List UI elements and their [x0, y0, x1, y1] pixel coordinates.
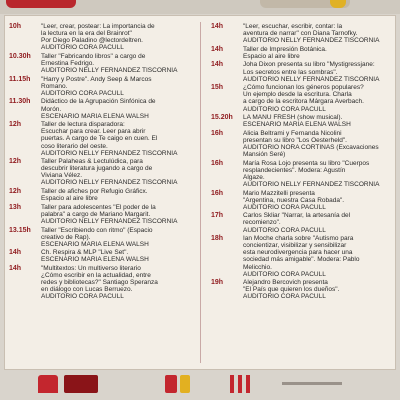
event-description	[243, 61, 389, 82]
sponsor-logo	[246, 375, 250, 393]
event-description	[41, 98, 187, 119]
event-line: Viviana Vélez.	[41, 172, 83, 180]
schedule-column-right	[211, 23, 389, 302]
event-line: Mario Mazzitelli presenta	[243, 189, 315, 197]
event-description	[41, 249, 187, 263]
event-line: "Argentina, nuestra Casa Robada".	[243, 196, 345, 204]
event-line: sociedad más amigable". Modera: Pablo	[243, 256, 360, 264]
event-line: Alicia Beltrami y Fernanda Nicolini	[243, 129, 342, 137]
event-time: 12h	[9, 188, 22, 196]
event-line: AUDITORIO CORA PACULL	[41, 89, 124, 97]
event-line: ESCENARIO MARIA ELENA WALSH	[41, 112, 149, 120]
top-decoration	[0, 0, 400, 14]
event-description	[243, 190, 389, 211]
event-line: Taller de Impresión Botánica.	[243, 45, 327, 53]
event-time: 16h	[211, 189, 224, 197]
event-item	[9, 265, 187, 302]
event-time: 10.30h	[9, 52, 31, 60]
event-description	[243, 279, 389, 300]
sponsor-logo	[38, 375, 58, 393]
event-line: AUDITORIO NORA CORTIÑAS (Excavaciones	[243, 144, 379, 151]
event-line: LA MANU FRESH (show musical).	[243, 114, 343, 122]
event-description	[41, 76, 187, 97]
event-item	[211, 23, 389, 46]
event-item	[9, 188, 187, 204]
event-item	[211, 61, 389, 84]
event-line: Didáctico de la Agrupación Sinfónica de	[41, 98, 156, 106]
event-line: en diálogo con Lucas Berruezo.	[41, 286, 133, 294]
event-line: AUDITORIO NELLY FERNÁNDEZ TISCORNIA	[41, 217, 178, 225]
event-line: "Harry y Postre". Andy Seep & Marcos	[41, 75, 152, 83]
sponsor-logo	[230, 375, 234, 393]
event-item	[211, 190, 389, 213]
event-description	[243, 160, 389, 188]
event-item	[9, 23, 187, 53]
event-line: AUDITORIO CORA PACULL	[243, 270, 326, 278]
event-line: Carlos Skliar "Narrar, la artesanía del	[243, 212, 351, 220]
event-description	[243, 84, 389, 112]
event-time: 14h	[9, 249, 22, 257]
sponsor-footer	[0, 370, 400, 400]
event-line: presentan su libro "Los Oesterheld".	[243, 136, 347, 144]
event-line: resplandecientes". Modera: Agustín	[243, 166, 346, 174]
event-time: 15.20h	[211, 114, 233, 122]
event-description	[243, 212, 389, 233]
event-line: Por Diego Paladino @lectordeltren.	[41, 37, 143, 45]
event-time: 13.15h	[9, 226, 31, 234]
event-line: AUDITORIO NELLY FERNÁNDEZ TISCORNIA	[243, 75, 380, 83]
event-line: Alejandro Bercovich presenta	[243, 279, 328, 287]
event-item	[9, 76, 187, 99]
event-time: 18h	[211, 235, 224, 243]
event-description	[243, 23, 389, 44]
event-item	[211, 279, 389, 302]
event-time: 14h	[211, 45, 224, 53]
event-line: "Multitextos: Un multiverso literario	[41, 265, 141, 272]
event-line: Morón.	[41, 105, 62, 113]
event-time: 14h	[9, 265, 22, 272]
event-description	[41, 53, 187, 74]
event-line: Melicchio.	[243, 263, 272, 271]
event-description	[243, 130, 389, 158]
event-line: ¿Cómo funcionan los géneros populares?	[243, 84, 364, 92]
event-line: Mansión Seré)	[243, 151, 286, 159]
event-item	[211, 114, 389, 130]
event-time: 16h	[211, 129, 224, 137]
event-line: Taller "Fabricando libros" a cargo de	[41, 52, 146, 60]
event-description	[41, 188, 187, 202]
event-line: Álgaze.	[243, 173, 265, 181]
event-line: Taller "Escribiendo con ritmo" (Espacio	[41, 226, 153, 234]
sponsor-logo	[282, 382, 342, 385]
event-time: 16h	[211, 159, 224, 167]
event-time: 13h	[9, 203, 22, 211]
schedule-column-left	[9, 23, 187, 302]
event-line: Joha Dixon presenta su libro "Mystigressjane:	[243, 61, 375, 69]
event-time: 15h	[211, 84, 224, 92]
event-line: descubrir literatura jugando a cargo de	[41, 165, 153, 173]
event-line: Taller para adolescentes "El poder de la	[41, 203, 156, 211]
event-line: a cargo de la escritora Márgara Averbach.	[243, 98, 364, 106]
event-description	[41, 227, 187, 248]
sponsor-logo	[238, 375, 242, 393]
event-line: Espacio al aire libre	[243, 52, 300, 60]
event-line: AUDITORIO NELLY FERNÁNDEZ TISCORNIA	[243, 180, 380, 188]
event-line: coso literario del oeste.	[41, 142, 108, 150]
event-line: AUDITORIO CORA PACULL	[243, 203, 326, 211]
event-item	[211, 160, 389, 190]
event-line: AUDITORIO CORA PACULL	[243, 105, 326, 113]
event-line: Ian Moche charla sobre "Autismo para	[243, 235, 354, 243]
event-item	[9, 98, 187, 121]
event-time: 10h	[9, 23, 22, 30]
event-line: esta neurodivergencia para hacer una	[243, 249, 353, 257]
event-line: "Leer, escuchar, escribir, contar: la	[243, 23, 343, 30]
event-line: la lectura en la era del Brainrot"	[41, 30, 132, 38]
event-item	[9, 249, 187, 265]
event-line: Los secretos entre las sombras".	[243, 68, 338, 76]
event-line: Escuchar para crear. Leer para abrir	[41, 128, 146, 136]
event-item	[9, 121, 187, 158]
event-line: creativo de Rap).	[41, 233, 91, 241]
event-description	[243, 46, 389, 60]
event-line: aventura de narrar" con Diana Tarnofky.	[243, 30, 358, 38]
event-item	[211, 212, 389, 235]
event-line: "Leer, crear, postear: La importancia de	[41, 23, 155, 30]
event-line: María Rosa Lojo presenta su libro "Cuerpos	[243, 159, 370, 167]
event-line: Taller de afiches por Refugio Gráficx.	[41, 188, 148, 196]
event-line: ESCENARIO MARIA ELENA WALSH	[41, 240, 149, 248]
event-line: AUDITORIO CORA PACULL	[243, 226, 326, 234]
event-description	[41, 121, 187, 156]
event-line: Taller de lectura disparadora:	[41, 121, 125, 129]
event-line: Un ejemplo desde la escritura. Charla	[243, 91, 352, 99]
event-time: 14h	[211, 61, 224, 69]
event-line: AUDITORIO NELLY FERNÁNDEZ TISCORNIA	[41, 179, 178, 187]
event-item	[9, 204, 187, 227]
event-time: 11.30h	[9, 98, 31, 106]
event-item	[9, 227, 187, 250]
event-description	[243, 235, 389, 278]
event-description	[243, 114, 389, 128]
column-divider	[200, 22, 201, 363]
event-line: ESCENARIO MARIA ELENA WALSH	[41, 256, 149, 264]
event-item	[9, 53, 187, 76]
event-line: "El País que quieren los dueños".	[243, 286, 340, 294]
event-item	[211, 46, 389, 62]
sponsor-logo	[180, 375, 190, 393]
event-line: AUDITORIO NELLY FERNÁNDEZ TISCORNIA	[243, 37, 380, 45]
event-time: 12h	[9, 158, 22, 166]
event-description	[41, 204, 187, 225]
event-line: Romano.	[41, 82, 68, 90]
event-line: palabra" a cargo de Mariano Margarit.	[41, 210, 151, 218]
event-item	[9, 158, 187, 188]
event-line: AUDITORIO CORA PACULL	[243, 293, 326, 301]
event-line: Ch. Respira & MLP "Live Set".	[41, 249, 129, 257]
event-time: 14h	[211, 23, 224, 30]
event-line: ESCENARIO MARIA ELENA WALSH	[243, 121, 351, 129]
event-line: concientizar, visibilizar y sensibilizar	[243, 242, 347, 250]
event-line: ¿Cómo escribir en la actualidad, entre	[41, 272, 151, 280]
event-line: Espacio al aire libre	[41, 195, 98, 203]
event-line: Taller Palaheas & Lectulúdica, para	[41, 158, 143, 166]
decor-shape	[330, 0, 346, 8]
event-description	[41, 158, 187, 186]
event-line: AUDITORIO CORA PACULL	[41, 293, 124, 301]
event-line: puertas. A cargo de Te caigo en cuen. El	[41, 135, 158, 143]
event-item	[211, 235, 389, 279]
event-time: 19h	[211, 279, 224, 287]
event-time: 17h	[211, 212, 224, 220]
schedule-sheet	[4, 15, 396, 370]
sponsor-logo	[165, 375, 177, 393]
decor-shape	[6, 0, 76, 8]
event-line: AUDITORIO NELLY FERNÁNDEZ TISCORNIA	[41, 149, 178, 157]
event-line: AUDITORIO CORA PACULL	[41, 44, 124, 52]
event-line: AUDITORIO NELLY FERNÁNDEZ TISCORNIA	[41, 67, 178, 75]
event-description	[41, 23, 187, 51]
event-time: 11.15h	[9, 75, 31, 83]
event-line: Ernestina Fedrigo.	[41, 59, 95, 67]
event-description	[41, 265, 187, 300]
sponsor-logo	[64, 375, 98, 393]
event-time: 12h	[9, 121, 22, 129]
event-item	[211, 84, 389, 114]
event-item	[211, 130, 389, 160]
event-line: redes y bibliotecas?" Santiago Speranza	[41, 279, 158, 287]
event-line: recomienzo".	[243, 219, 281, 227]
